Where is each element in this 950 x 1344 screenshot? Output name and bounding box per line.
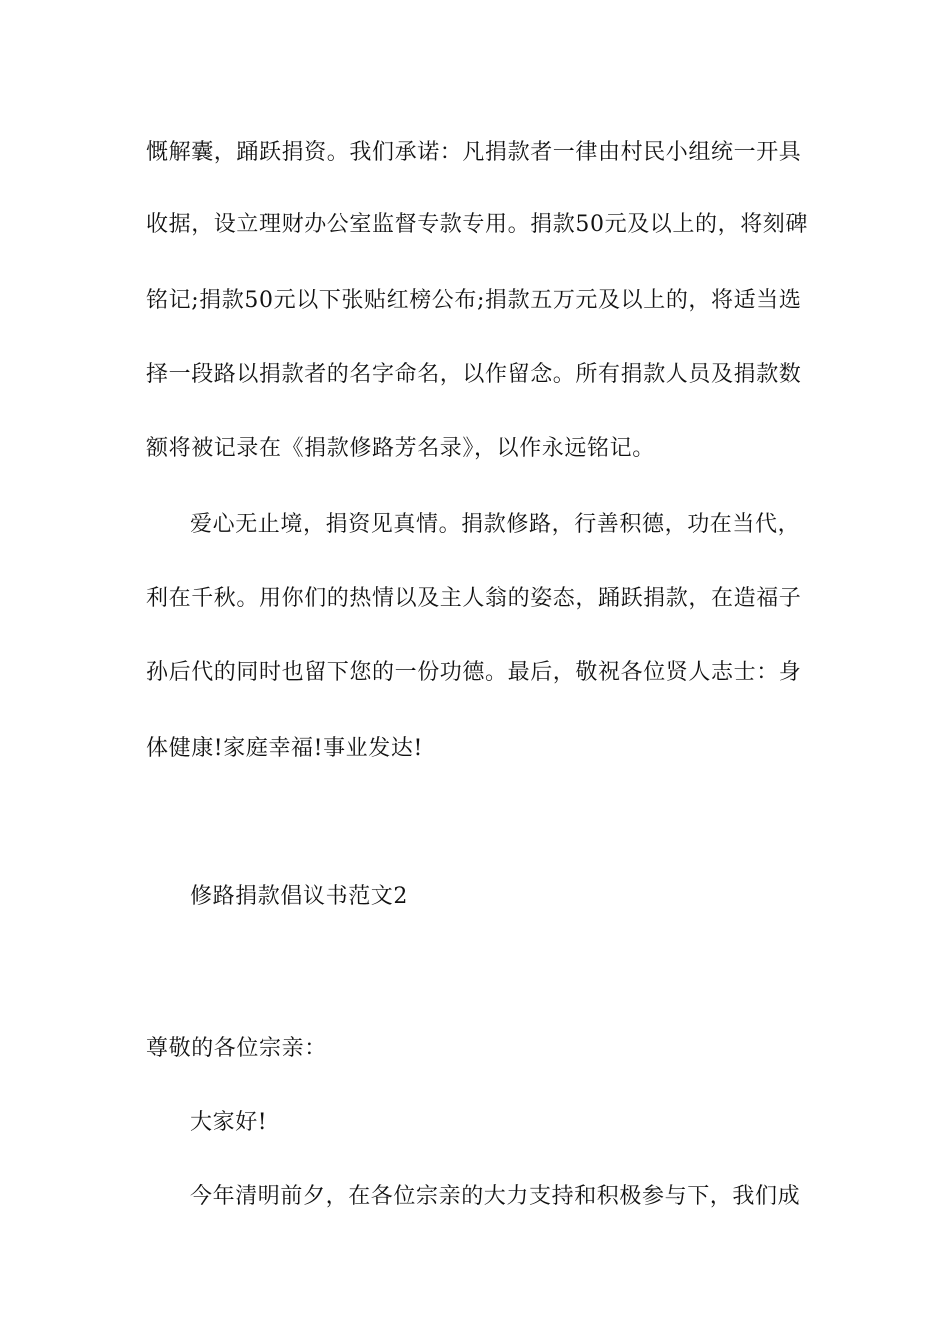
paragraph-line: 利在千秋。用你们的热情以及主人翁的姿态，踊跃捐款，在造福子: [146, 586, 802, 611]
greeting: 大家好!: [190, 1110, 268, 1135]
paragraph-line: 体健康!家庭幸福!事业发达!: [146, 736, 423, 761]
salutation: 尊敬的各位宗亲：: [146, 1036, 327, 1061]
paragraph-line: 慨解囊，踊跃捐资。我们承诺：凡捐款者一律由村民小组统一开具: [146, 140, 802, 165]
paragraph-line: 爱心无止境，捐资见真情。捐款修路，行善积德，功在当代，: [190, 512, 801, 537]
paragraph-line: 额将被记录在《捐款修路芳名录》，以作永远铭记。: [146, 436, 655, 461]
paragraph-line: 今年清明前夕，在各位宗亲的大力支持和积极参与下，我们成: [190, 1184, 801, 1209]
paragraph-line: 铭记;捐款50元以下张贴红榜公布;捐款五万元及以上的，将适当选: [146, 288, 802, 313]
paragraph-line: 收据，设立理财办公室监督专款专用。捐款50元及以上的，将刻碑: [146, 212, 808, 237]
paragraph-line: 孙后代的同时也留下您的一份功德。最后，敬祝各位贤人志士：身: [146, 660, 802, 685]
paragraph-line: 择一段路以捐款者的名字命名，以作留念。所有捐款人员及捐款数: [146, 362, 802, 387]
section-heading: 修路捐款倡议书范文2: [190, 884, 408, 909]
